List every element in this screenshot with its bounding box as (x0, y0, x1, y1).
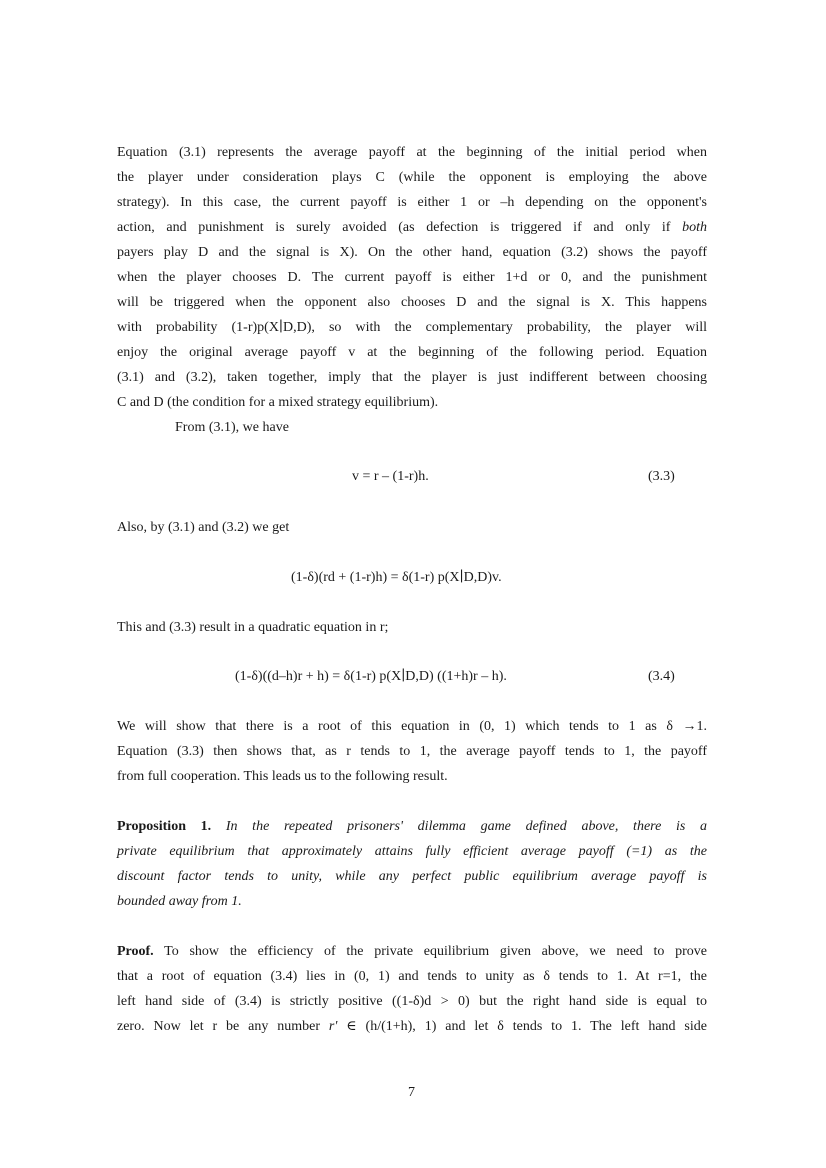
body-text-line: From (3.1), we have (175, 420, 289, 435)
proposition-line: discount factor tends to unity, while any perfect public equilibrium average payoff is (117, 869, 707, 884)
body-text-line: (3.1) and (3.2), taken together, imply that the player is just indifferent between choosing (117, 370, 707, 385)
body-text-line: Equation (3.3) then shows that, as r tends to 1, the average payoff tends to 1, the payoff (117, 744, 707, 759)
body-text-line (117, 218, 707, 238)
body-text-line: C and D (the condition for a mixed strategy equilibrium). (117, 395, 439, 410)
proof-label: Proof. (117, 944, 154, 959)
body-text-line: Also, by (3.1) and (3.2) we get (117, 520, 290, 535)
equation-number-3-3: (3.3) (648, 469, 675, 484)
body-text-line: enjoy the original average payoff v at the beginning of the following period. Equation (117, 345, 707, 360)
proof-line (117, 942, 707, 962)
proof-line: left hand side of (3.4) is strictly positive ((1-δ)d > 0) but the right hand side is equal to (117, 994, 707, 1009)
proposition-label: Proposition 1. (117, 819, 212, 834)
body-text-span: action, and punishment is surely avoided (as defection is triggered if and only if (117, 220, 671, 235)
body-text-line: will be triggered when the opponent also chooses D and the signal is X. This happens (117, 295, 707, 310)
body-text-line: payers play D and the signal is X). On the other hand, equation (3.2) shows the payoff (117, 245, 707, 260)
proof-text: zero. Now let r be any number (117, 1019, 329, 1034)
equation-3-4: (1-δ)((d–h)r + h) = δ(1-r) p(X∣D,D) ((1+h)r – h). (235, 669, 507, 684)
body-text-line: from full cooperation. This leads us to the following result. (117, 769, 448, 784)
equation-number-3-4: (3.4) (648, 669, 675, 684)
body-text-line: This and (3.3) result in a quadratic equation in r; (117, 620, 389, 635)
body-text-line: strategy). In this case, the current payoff is either 1 or –h depending on the opponent's (117, 195, 707, 210)
body-text-line: the player under consideration plays C (while the opponent is employing the above (117, 170, 707, 185)
body-text-line: We will show that there is a root of this equation in (0, 1) which tends to 1 as δ →1. (117, 719, 707, 734)
proposition-line: bounded away from 1. (117, 894, 242, 909)
proof-text: To show the efficiency of the private equilibrium given above, we need to prove (164, 944, 708, 959)
proposition-text: In the repeated prisoners' dilemma game defined above, there is a (225, 819, 708, 834)
body-text-line: with probability (1-r)p(X∣D,D), so with the complementary probability, the player will (117, 320, 707, 335)
equation-3-3: v = r – (1-r)h. (352, 469, 429, 484)
proof-line (117, 1017, 707, 1037)
proposition-line: private equilibrium that approximately attains fully efficient average payoff (=1) as the (117, 844, 707, 859)
proposition-line (117, 817, 707, 837)
body-text-line: Equation (3.1) represents the average payoff at the beginning of the initial period when (117, 145, 707, 160)
proof-text: ∈ (h/(1+h), 1) and let δ tends to 1. The left hand side (337, 1019, 707, 1034)
equation-unnumbered: (1-δ)(rd + (1-r)h) = δ(1-r) p(X∣D,D)v. (291, 570, 502, 585)
page-number: 7 (408, 1085, 415, 1100)
body-text-line: when the player chooses D. The current payoff is either 1+d or 0, and the punishment (117, 270, 707, 285)
italic-emphasis: both (682, 220, 708, 235)
proof-line: that a root of equation (3.4) lies in (0, 1) and tends to unity as δ tends to 1. At r=1, the (117, 969, 707, 984)
proof-variable: r' (328, 1019, 338, 1034)
